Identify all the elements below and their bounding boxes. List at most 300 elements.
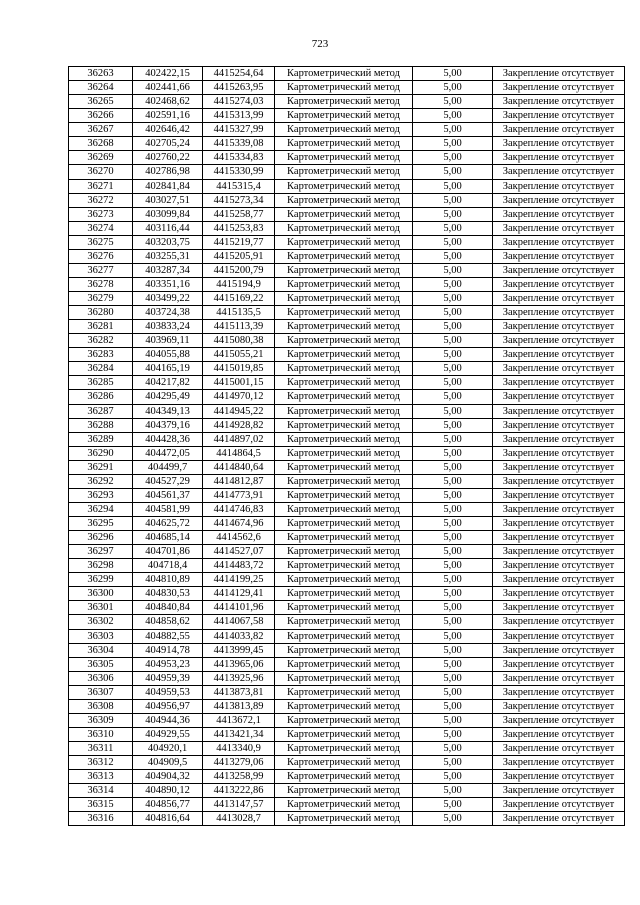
x-coordinate-cell: 403027,51 (133, 193, 203, 207)
fixation-cell: Закрепление отсутствует (493, 685, 625, 699)
fixation-cell: Закрепление отсутствует (493, 742, 625, 756)
fixation-cell: Закрепление отсутствует (493, 263, 625, 277)
fixation-cell: Закрепление отсутствует (493, 348, 625, 362)
x-coordinate-cell: 404581,99 (133, 502, 203, 516)
method-cell: Картометрический метод (275, 713, 413, 727)
error-cell: 5,00 (413, 306, 493, 320)
fixation-cell: Закрепление отсутствует (493, 713, 625, 727)
method-cell: Картометрический метод (275, 179, 413, 193)
x-coordinate-cell: 404428,36 (133, 432, 203, 446)
x-coordinate-cell: 404959,39 (133, 671, 203, 685)
error-cell: 5,00 (413, 629, 493, 643)
fixation-cell: Закрепление отсутствует (493, 488, 625, 502)
table-row (69, 629, 625, 643)
y-coordinate-cell: 4414067,58 (203, 615, 275, 629)
x-coordinate-cell: 402422,15 (133, 67, 203, 81)
point-number-cell: 36298 (69, 559, 133, 573)
page-number: 723 (311, 38, 329, 50)
y-coordinate-cell: 4415055,21 (203, 348, 275, 362)
error-cell: 5,00 (413, 193, 493, 207)
x-coordinate-cell: 404909,5 (133, 756, 203, 770)
table-row (69, 545, 625, 559)
fixation-cell: Закрепление отсутствует (493, 657, 625, 671)
method-cell: Картометрический метод (275, 446, 413, 460)
error-cell: 5,00 (413, 109, 493, 123)
error-cell: 5,00 (413, 235, 493, 249)
point-number-cell: 36291 (69, 460, 133, 474)
table-row (69, 179, 625, 193)
method-cell: Картометрический метод (275, 474, 413, 488)
point-number-cell: 36314 (69, 784, 133, 798)
table-row (69, 123, 625, 137)
error-cell: 5,00 (413, 657, 493, 671)
x-coordinate-cell: 404856,77 (133, 798, 203, 812)
y-coordinate-cell: 4413147,57 (203, 798, 275, 812)
error-cell: 5,00 (413, 531, 493, 545)
method-cell: Картометрический метод (275, 418, 413, 432)
point-number-cell: 36310 (69, 727, 133, 741)
y-coordinate-cell: 4415135,5 (203, 306, 275, 320)
point-number-cell: 36266 (69, 109, 133, 123)
table-body (69, 67, 625, 826)
y-coordinate-cell: 4414199,25 (203, 573, 275, 587)
point-number-cell: 36307 (69, 685, 133, 699)
method-cell: Картометрический метод (275, 502, 413, 516)
x-coordinate-cell: 403287,34 (133, 263, 203, 277)
fixation-cell: Закрепление отсутствует (493, 235, 625, 249)
x-coordinate-cell: 404914,78 (133, 643, 203, 657)
table-row (69, 362, 625, 376)
x-coordinate-cell: 404472,05 (133, 446, 203, 460)
x-coordinate-cell: 402468,62 (133, 95, 203, 109)
error-cell: 5,00 (413, 390, 493, 404)
error-cell: 5,00 (413, 81, 493, 95)
table-row (69, 559, 625, 573)
x-coordinate-cell: 404840,84 (133, 601, 203, 615)
error-cell: 5,00 (413, 671, 493, 685)
point-number-cell: 36293 (69, 488, 133, 502)
table-row (69, 601, 625, 615)
point-number-cell: 36316 (69, 812, 133, 826)
point-number-cell: 36292 (69, 474, 133, 488)
point-number-cell: 36305 (69, 657, 133, 671)
table-row (69, 151, 625, 165)
y-coordinate-cell: 4415254,64 (203, 67, 275, 81)
y-coordinate-cell: 4415327,99 (203, 123, 275, 137)
fixation-cell: Закрепление отсутствует (493, 123, 625, 137)
fixation-cell: Закрепление отсутствует (493, 671, 625, 685)
method-cell: Картометрический метод (275, 235, 413, 249)
method-cell: Картометрический метод (275, 306, 413, 320)
fixation-cell: Закрепление отсутствует (493, 109, 625, 123)
point-number-cell: 36287 (69, 404, 133, 418)
x-coordinate-cell: 404055,88 (133, 348, 203, 362)
table-row (69, 193, 625, 207)
point-number-cell: 36284 (69, 362, 133, 376)
y-coordinate-cell: 4414674,96 (203, 517, 275, 531)
fixation-cell: Закрепление отсутствует (493, 784, 625, 798)
y-coordinate-cell: 4414483,72 (203, 559, 275, 573)
y-coordinate-cell: 4414527,07 (203, 545, 275, 559)
y-coordinate-cell: 4415019,85 (203, 362, 275, 376)
method-cell: Картометрический метод (275, 685, 413, 699)
method-cell: Картометрический метод (275, 699, 413, 713)
method-cell: Картометрический метод (275, 460, 413, 474)
y-coordinate-cell: 4415001,15 (203, 376, 275, 390)
fixation-cell: Закрепление отсутствует (493, 334, 625, 348)
point-number-cell: 36309 (69, 713, 133, 727)
method-cell: Картометрический метод (275, 756, 413, 770)
fixation-cell: Закрепление отсутствует (493, 727, 625, 741)
fixation-cell: Закрепление отсутствует (493, 559, 625, 573)
x-coordinate-cell: 404701,86 (133, 545, 203, 559)
table-row (69, 95, 625, 109)
fixation-cell: Закрепление отсутствует (493, 151, 625, 165)
point-number-cell: 36289 (69, 432, 133, 446)
fixation-cell: Закрепление отсутствует (493, 643, 625, 657)
y-coordinate-cell: 4415263,95 (203, 81, 275, 95)
y-coordinate-cell: 4414812,87 (203, 474, 275, 488)
y-coordinate-cell: 4414864,5 (203, 446, 275, 460)
table-row (69, 277, 625, 291)
y-coordinate-cell: 4414033,82 (203, 629, 275, 643)
error-cell: 5,00 (413, 699, 493, 713)
x-coordinate-cell: 402705,24 (133, 137, 203, 151)
method-cell: Картометрический метод (275, 362, 413, 376)
method-cell: Картометрический метод (275, 221, 413, 235)
y-coordinate-cell: 4414129,41 (203, 587, 275, 601)
error-cell: 5,00 (413, 601, 493, 615)
point-number-cell: 36299 (69, 573, 133, 587)
x-coordinate-cell: 404920,1 (133, 742, 203, 756)
y-coordinate-cell: 4415205,91 (203, 249, 275, 263)
x-coordinate-cell: 404527,29 (133, 474, 203, 488)
x-coordinate-cell: 404830,53 (133, 587, 203, 601)
x-coordinate-cell: 404295,49 (133, 390, 203, 404)
point-number-cell: 36271 (69, 179, 133, 193)
table-row (69, 699, 625, 713)
x-coordinate-cell: 402760,22 (133, 151, 203, 165)
method-cell: Картометрический метод (275, 249, 413, 263)
table-row (69, 292, 625, 306)
table-row (69, 67, 625, 81)
y-coordinate-cell: 4414562,6 (203, 531, 275, 545)
error-cell: 5,00 (413, 404, 493, 418)
x-coordinate-cell: 404890,12 (133, 784, 203, 798)
error-cell: 5,00 (413, 179, 493, 193)
error-cell: 5,00 (413, 573, 493, 587)
table-row (69, 531, 625, 545)
method-cell: Картометрический метод (275, 784, 413, 798)
fixation-cell: Закрепление отсутствует (493, 249, 625, 263)
x-coordinate-cell: 402646,42 (133, 123, 203, 137)
method-cell: Картометрический метод (275, 207, 413, 221)
error-cell: 5,00 (413, 151, 493, 165)
error-cell: 5,00 (413, 320, 493, 334)
error-cell: 5,00 (413, 812, 493, 826)
table-row (69, 390, 625, 404)
method-cell: Картометрический метод (275, 587, 413, 601)
table-row (69, 404, 625, 418)
method-cell: Картометрический метод (275, 432, 413, 446)
table-row (69, 109, 625, 123)
error-cell: 5,00 (413, 488, 493, 502)
x-coordinate-cell: 404959,53 (133, 685, 203, 699)
y-coordinate-cell: 4413028,7 (203, 812, 275, 826)
y-coordinate-cell: 4413279,06 (203, 756, 275, 770)
fixation-cell: Закрепление отсутствует (493, 432, 625, 446)
error-cell: 5,00 (413, 221, 493, 235)
point-number-cell: 36285 (69, 376, 133, 390)
error-cell: 5,00 (413, 376, 493, 390)
error-cell: 5,00 (413, 643, 493, 657)
table-row (69, 643, 625, 657)
fixation-cell: Закрепление отсутствует (493, 601, 625, 615)
y-coordinate-cell: 4415273,34 (203, 193, 275, 207)
x-coordinate-cell: 403351,16 (133, 277, 203, 291)
method-cell: Картометрический метод (275, 812, 413, 826)
y-coordinate-cell: 4415169,22 (203, 292, 275, 306)
point-number-cell: 36279 (69, 292, 133, 306)
point-number-cell: 36267 (69, 123, 133, 137)
error-cell: 5,00 (413, 727, 493, 741)
table-row (69, 460, 625, 474)
y-coordinate-cell: 4414101,96 (203, 601, 275, 615)
fixation-cell: Закрепление отсутствует (493, 179, 625, 193)
y-coordinate-cell: 4415200,79 (203, 263, 275, 277)
fixation-cell: Закрепление отсутствует (493, 137, 625, 151)
error-cell: 5,00 (413, 517, 493, 531)
y-coordinate-cell: 4413340,9 (203, 742, 275, 756)
error-cell: 5,00 (413, 334, 493, 348)
x-coordinate-cell: 403499,22 (133, 292, 203, 306)
point-number-cell: 36277 (69, 263, 133, 277)
point-number-cell: 36300 (69, 587, 133, 601)
point-number-cell: 36265 (69, 95, 133, 109)
fixation-cell: Закрепление отсутствует (493, 474, 625, 488)
point-number-cell: 36268 (69, 137, 133, 151)
point-number-cell: 36294 (69, 502, 133, 516)
fixation-cell: Закрепление отсутствует (493, 699, 625, 713)
table-row (69, 502, 625, 516)
table-row (69, 137, 625, 151)
point-number-cell: 36270 (69, 165, 133, 179)
x-coordinate-cell: 404349,13 (133, 404, 203, 418)
y-coordinate-cell: 4415194,9 (203, 277, 275, 291)
x-coordinate-cell: 404882,55 (133, 629, 203, 643)
point-number-cell: 36306 (69, 671, 133, 685)
point-number-cell: 36278 (69, 277, 133, 291)
error-cell: 5,00 (413, 460, 493, 474)
error-cell: 5,00 (413, 348, 493, 362)
error-cell: 5,00 (413, 474, 493, 488)
method-cell: Картометрический метод (275, 727, 413, 741)
fixation-cell: Закрепление отсутствует (493, 221, 625, 235)
table-row (69, 432, 625, 446)
point-number-cell: 36286 (69, 390, 133, 404)
fixation-cell: Закрепление отсутствует (493, 629, 625, 643)
table-row (69, 727, 625, 741)
y-coordinate-cell: 4415219,77 (203, 235, 275, 249)
table-row (69, 474, 625, 488)
error-cell: 5,00 (413, 742, 493, 756)
x-coordinate-cell: 404956,97 (133, 699, 203, 713)
method-cell: Картометрический метод (275, 573, 413, 587)
method-cell: Картометрический метод (275, 320, 413, 334)
y-coordinate-cell: 4414746,83 (203, 502, 275, 516)
method-cell: Картометрический метод (275, 770, 413, 784)
x-coordinate-cell: 404858,62 (133, 615, 203, 629)
point-number-cell: 36297 (69, 545, 133, 559)
x-coordinate-cell: 404165,19 (133, 362, 203, 376)
error-cell: 5,00 (413, 713, 493, 727)
method-cell: Картометрический метод (275, 643, 413, 657)
x-coordinate-cell: 402591,16 (133, 109, 203, 123)
table-row (69, 685, 625, 699)
fixation-cell: Закрепление отсутствует (493, 770, 625, 784)
method-cell: Картометрический метод (275, 531, 413, 545)
x-coordinate-cell: 404685,14 (133, 531, 203, 545)
point-number-cell: 36282 (69, 334, 133, 348)
x-coordinate-cell: 404953,23 (133, 657, 203, 671)
fixation-cell: Закрепление отсутствует (493, 756, 625, 770)
point-number-cell: 36272 (69, 193, 133, 207)
fixation-cell: Закрепление отсутствует (493, 390, 625, 404)
fixation-cell: Закрепление отсутствует (493, 95, 625, 109)
point-number-cell: 36281 (69, 320, 133, 334)
table-row (69, 517, 625, 531)
x-coordinate-cell: 403969,11 (133, 334, 203, 348)
error-cell: 5,00 (413, 587, 493, 601)
method-cell: Картометрический метод (275, 165, 413, 179)
method-cell: Картометрический метод (275, 137, 413, 151)
method-cell: Картометрический метод (275, 404, 413, 418)
point-number-cell: 36296 (69, 531, 133, 545)
error-cell: 5,00 (413, 137, 493, 151)
table-row (69, 306, 625, 320)
table-row (69, 235, 625, 249)
table-row (69, 770, 625, 784)
fixation-cell: Закрепление отсутствует (493, 67, 625, 81)
x-coordinate-cell: 402786,98 (133, 165, 203, 179)
method-cell: Картометрический метод (275, 81, 413, 95)
y-coordinate-cell: 4415330,99 (203, 165, 275, 179)
method-cell: Картометрический метод (275, 601, 413, 615)
table-row (69, 756, 625, 770)
x-coordinate-cell: 404625,72 (133, 517, 203, 531)
x-coordinate-cell: 404217,82 (133, 376, 203, 390)
error-cell: 5,00 (413, 446, 493, 460)
table-row (69, 207, 625, 221)
x-coordinate-cell: 404816,64 (133, 812, 203, 826)
coordinates-table (68, 66, 625, 826)
method-cell: Картометрический метод (275, 348, 413, 362)
y-coordinate-cell: 4415334,83 (203, 151, 275, 165)
table-row (69, 165, 625, 179)
point-number-cell: 36304 (69, 643, 133, 657)
table-row (69, 812, 625, 826)
method-cell: Картометрический метод (275, 517, 413, 531)
fixation-cell: Закрепление отсутствует (493, 320, 625, 334)
y-coordinate-cell: 4414928,82 (203, 418, 275, 432)
error-cell: 5,00 (413, 165, 493, 179)
fixation-cell: Закрепление отсутствует (493, 573, 625, 587)
point-number-cell: 36280 (69, 306, 133, 320)
y-coordinate-cell: 4415253,83 (203, 221, 275, 235)
x-coordinate-cell: 404810,89 (133, 573, 203, 587)
fixation-cell: Закрепление отсутствует (493, 306, 625, 320)
point-number-cell: 36275 (69, 235, 133, 249)
method-cell: Картометрический метод (275, 742, 413, 756)
method-cell: Картометрический метод (275, 376, 413, 390)
fixation-cell: Закрепление отсутствует (493, 165, 625, 179)
x-coordinate-cell: 404499,7 (133, 460, 203, 474)
error-cell: 5,00 (413, 559, 493, 573)
fixation-cell: Закрепление отсутствует (493, 81, 625, 95)
point-number-cell: 36311 (69, 742, 133, 756)
fixation-cell: Закрепление отсутствует (493, 292, 625, 306)
fixation-cell: Закрепление отсутствует (493, 460, 625, 474)
point-number-cell: 36269 (69, 151, 133, 165)
fixation-cell: Закрепление отсутствует (493, 362, 625, 376)
table-row (69, 334, 625, 348)
error-cell: 5,00 (413, 432, 493, 446)
table-row (69, 320, 625, 334)
y-coordinate-cell: 4414773,91 (203, 488, 275, 502)
y-coordinate-cell: 4413672,1 (203, 713, 275, 727)
error-cell: 5,00 (413, 418, 493, 432)
error-cell: 5,00 (413, 249, 493, 263)
x-coordinate-cell: 404379,16 (133, 418, 203, 432)
error-cell: 5,00 (413, 545, 493, 559)
point-number-cell: 36283 (69, 348, 133, 362)
y-coordinate-cell: 4415315,4 (203, 179, 275, 193)
error-cell: 5,00 (413, 685, 493, 699)
point-number-cell: 36290 (69, 446, 133, 460)
fixation-cell: Закрепление отсутствует (493, 531, 625, 545)
point-number-cell: 36315 (69, 798, 133, 812)
x-coordinate-cell: 404718,4 (133, 559, 203, 573)
fixation-cell: Закрепление отсутствует (493, 277, 625, 291)
method-cell: Картометрический метод (275, 334, 413, 348)
method-cell: Картометрический метод (275, 292, 413, 306)
fixation-cell: Закрепление отсутствует (493, 404, 625, 418)
point-number-cell: 36303 (69, 629, 133, 643)
x-coordinate-cell: 402841,84 (133, 179, 203, 193)
error-cell: 5,00 (413, 123, 493, 137)
y-coordinate-cell: 4413421,34 (203, 727, 275, 741)
fixation-cell: Закрепление отсутствует (493, 193, 625, 207)
table-row (69, 221, 625, 235)
y-coordinate-cell: 4413258,99 (203, 770, 275, 784)
error-cell: 5,00 (413, 277, 493, 291)
table-row (69, 348, 625, 362)
fixation-cell: Закрепление отсутствует (493, 418, 625, 432)
point-number-cell: 36302 (69, 615, 133, 629)
method-cell: Картометрический метод (275, 629, 413, 643)
x-coordinate-cell: 403833,24 (133, 320, 203, 334)
table-row (69, 81, 625, 95)
method-cell: Картометрический метод (275, 798, 413, 812)
table-row (69, 587, 625, 601)
table-row (69, 488, 625, 502)
y-coordinate-cell: 4414945,22 (203, 404, 275, 418)
x-coordinate-cell: 404904,32 (133, 770, 203, 784)
method-cell: Картометрический метод (275, 109, 413, 123)
x-coordinate-cell: 403724,38 (133, 306, 203, 320)
error-cell: 5,00 (413, 615, 493, 629)
fixation-cell: Закрепление отсутствует (493, 545, 625, 559)
